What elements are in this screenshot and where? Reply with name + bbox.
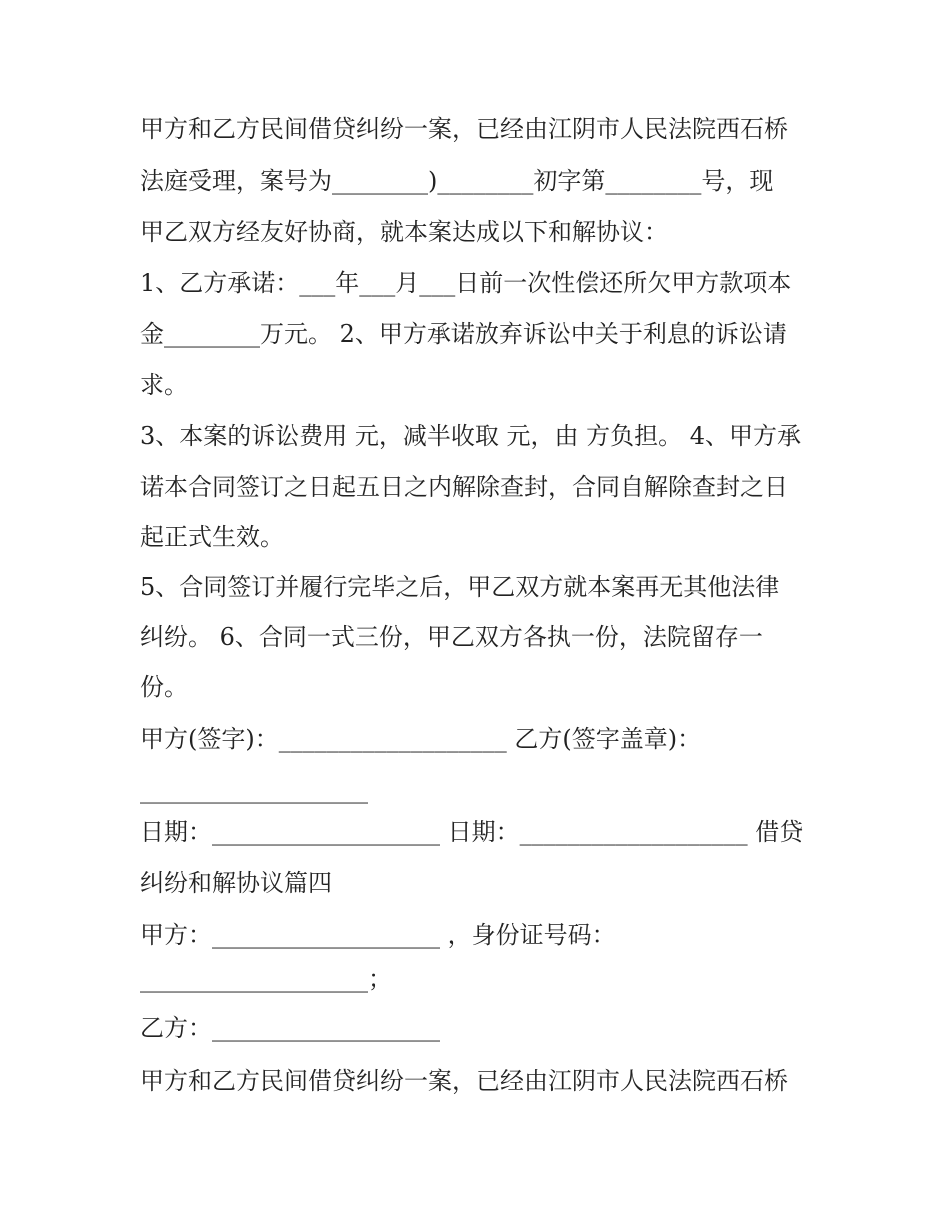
repeat-intro-line: 甲方和乙方民间借贷纠纷一案，已经由江阴市人民法院西石桥 bbox=[140, 1067, 788, 1095]
clause-6-end: 份。 bbox=[140, 673, 188, 701]
clause-6-line: 纠纷。 6、合同一式三份，甲乙双方各执一份，法院留存一 bbox=[140, 623, 763, 651]
clause-3-line: 3、本案的诉讼费用 元，减半收取 元，由 方负担。 4、甲方承 bbox=[140, 422, 802, 450]
date-line: 日期：___________________ 日期：___________________ 借贷 bbox=[140, 818, 804, 846]
clause-2-line: 金________万元。 2、甲方承诺放弃诉讼中关于利息的诉讼请 bbox=[140, 320, 787, 348]
case-number-line: 法庭受理，案号为________)________初字第________号，现 bbox=[140, 167, 774, 195]
party-b-line: 乙方：___________________ bbox=[140, 1014, 440, 1042]
clause-5-line: 5、合同签订并履行完毕之后，甲乙双方就本案再无其他法律 bbox=[140, 573, 780, 601]
clause-2-end: 求。 bbox=[140, 371, 188, 399]
clause-1-line: 1、乙方承诺：___年___月___日前一次性偿还所欠甲方款项本 bbox=[140, 269, 792, 297]
intro-line-3: 甲乙双方经友好协商，就本案达成以下和解协议： bbox=[140, 218, 668, 246]
section-heading: 纠纷和解协议篇四 bbox=[140, 869, 332, 897]
clause-4-line: 诺本合同签订之日起五日之内解除查封，合同自解除查封之日 bbox=[140, 473, 788, 501]
party-a-line: 甲方：___________________ ，身份证号码： bbox=[140, 921, 616, 949]
signature-line: 甲方(签字)：___________________ 乙方(签字盖章)： bbox=[140, 725, 702, 753]
intro-line-1: 甲方和乙方民间借贷纠纷一案，已经由江阴市人民法院西石桥 bbox=[140, 115, 788, 143]
id-number-blank: ___________________； bbox=[140, 965, 392, 993]
clause-4-end: 起正式生效。 bbox=[140, 523, 284, 551]
signature-blank: ___________________ bbox=[140, 776, 368, 804]
